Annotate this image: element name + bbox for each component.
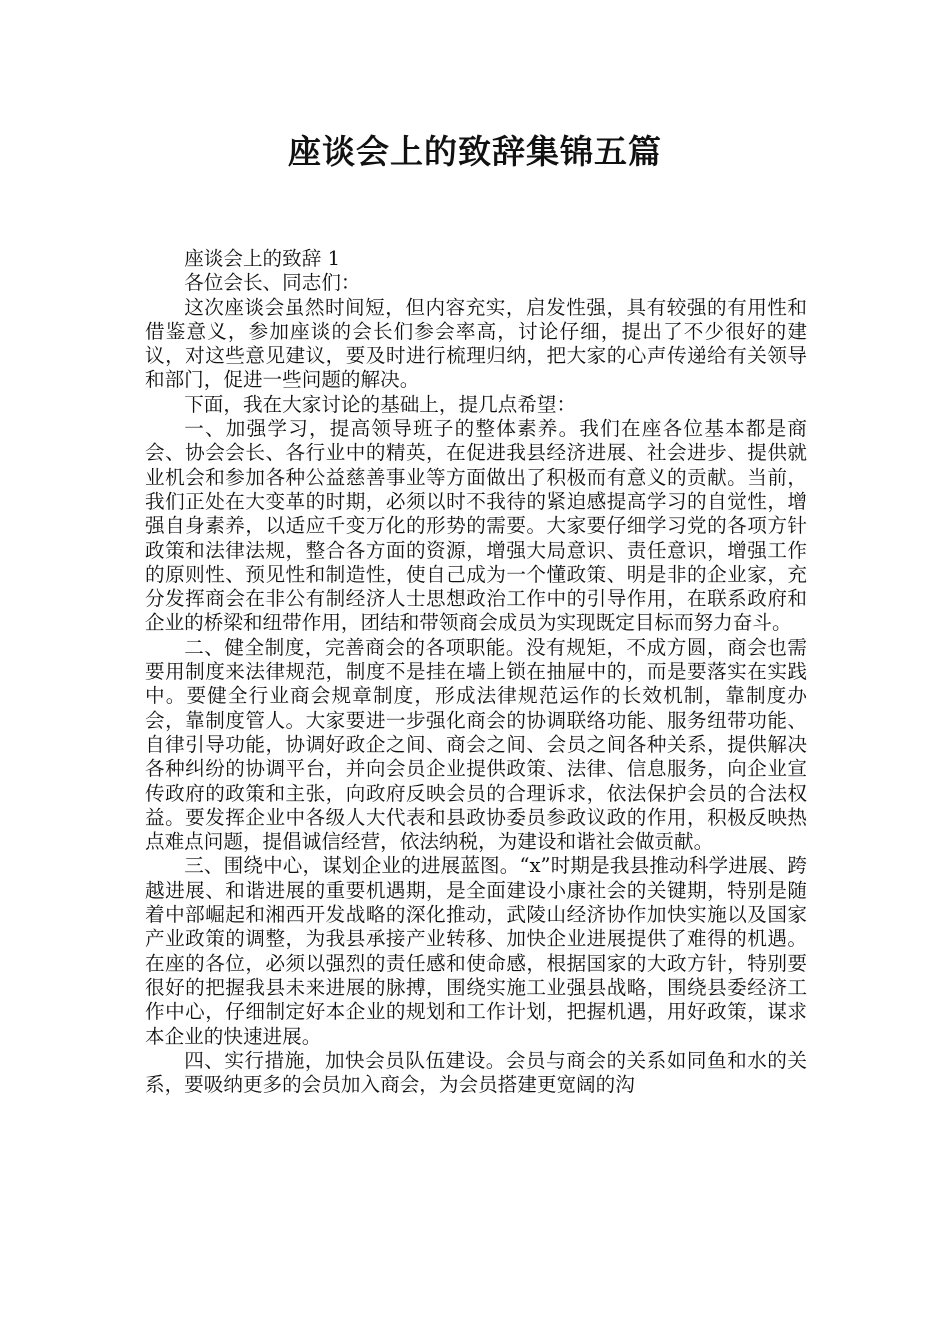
document-title: 座谈会上的致辞集锦五篇 [288, 132, 662, 171]
paragraph-intro: 这次座谈会虽然时间短，但内容充实，启发性强，具有较强的有用性和借鉴意义，参加座谈的会长们参会率高，讨论仔细，提出了不少很好的建议，对这些意见建议，要及时进行梳理归纳，把大家的心声传递给有关领导和部门，促进一些问题的解决。 [145, 295, 807, 392]
paragraph-point-2: 二、健全制度，完善商会的各项职能。没有规矩，不成方圆，商会也需要用制度来法律规范，制度不是挂在墙上锁在抽屉中的，而是要落实在实践中。要健全行业商会规章制度，形成法律规范运作的长效机制，靠制度办会，靠制度管人。大家要进一步强化商会的协调联络功能、服务纽带功能、自律引导功能，协调好政企之间、商会之间、会员之间各种关系，提供解决各种纠纷的协调平台，并向会员企业提供政策、法律、信息服务，向企业宣传政府的政策和主张，向政府反映会员的合理诉求，依法保护会员的合法权益。要发挥企业中各级人大代表和县政协委员参政议政的作用，积极反映热点难点问题，提倡诚信经营，依法纳税，为建设和谐社会做贡献。 [145, 635, 807, 854]
paragraph-point-3: 三、围绕中心，谋划企业的进展蓝图。“x”时期是我县推动科学进展、跨越进展、和谐进展的重要机遇期，是全面建设小康社会的关键期，特别是随着中部崛起和湘西开发战略的深化推动，武陵山经济协作加快实施以及国家产业政策的调整，为我县承接产业转移、加快企业进展提供了难得的机遇。在座的各位，必须以强烈的责任感和使命感，根据国家的大政方针，特别要很好的把握我县未来进展的脉搏，围绕实施工业强县战略，围绕县委经济工作中心，仔细制定好本企业的规划和工作计划，把握机遇，用好政策，谋求本企业的快速进展。 [145, 854, 807, 1048]
salutation: 各位会长、同志们： [184, 271, 361, 295]
section-heading: 座谈会上的致辞 1 [184, 247, 341, 270]
document-body [145, 247, 807, 1097]
paragraph-transition: 下面，我在大家讨论的基础上，提几点希望： [184, 392, 577, 416]
paragraph-point-1: 一、加强学习，提高领导班子的整体素养。我们在座各位基本都是商会、协会会长、各行业中的精英，在促进我县经济进展、社会进步、提供就业机会和参加各种公益慈善事业等方面做出了积极而有意义的贡献。当前，我们正处在大变革的时期，必须以时不我待的紧迫感提高学习的自觉性，增强自身素养，以适应千变万化的形势的需要。大家要仔细学习党的各项方针政策和法律法规，整合各方面的资源，增强大局意识、责任意识，增强工作的原则性、预见性和制造性，使自己成为一个懂政策、明是非的企业家，充分发挥商会在非公有制经济人士思想政治工作中的引导作用，在联系政府和企业的桥梁和纽带作用，团结和带领商会成员为实现既定目标而努力奋斗。 [145, 417, 807, 635]
paragraph-point-4: 四、实行措施，加快会员队伍建设。会员与商会的关系如同鱼和水的关系，要吸纳更多的会员加入商会，为会员搭建更宽阔的沟 [145, 1048, 807, 1097]
